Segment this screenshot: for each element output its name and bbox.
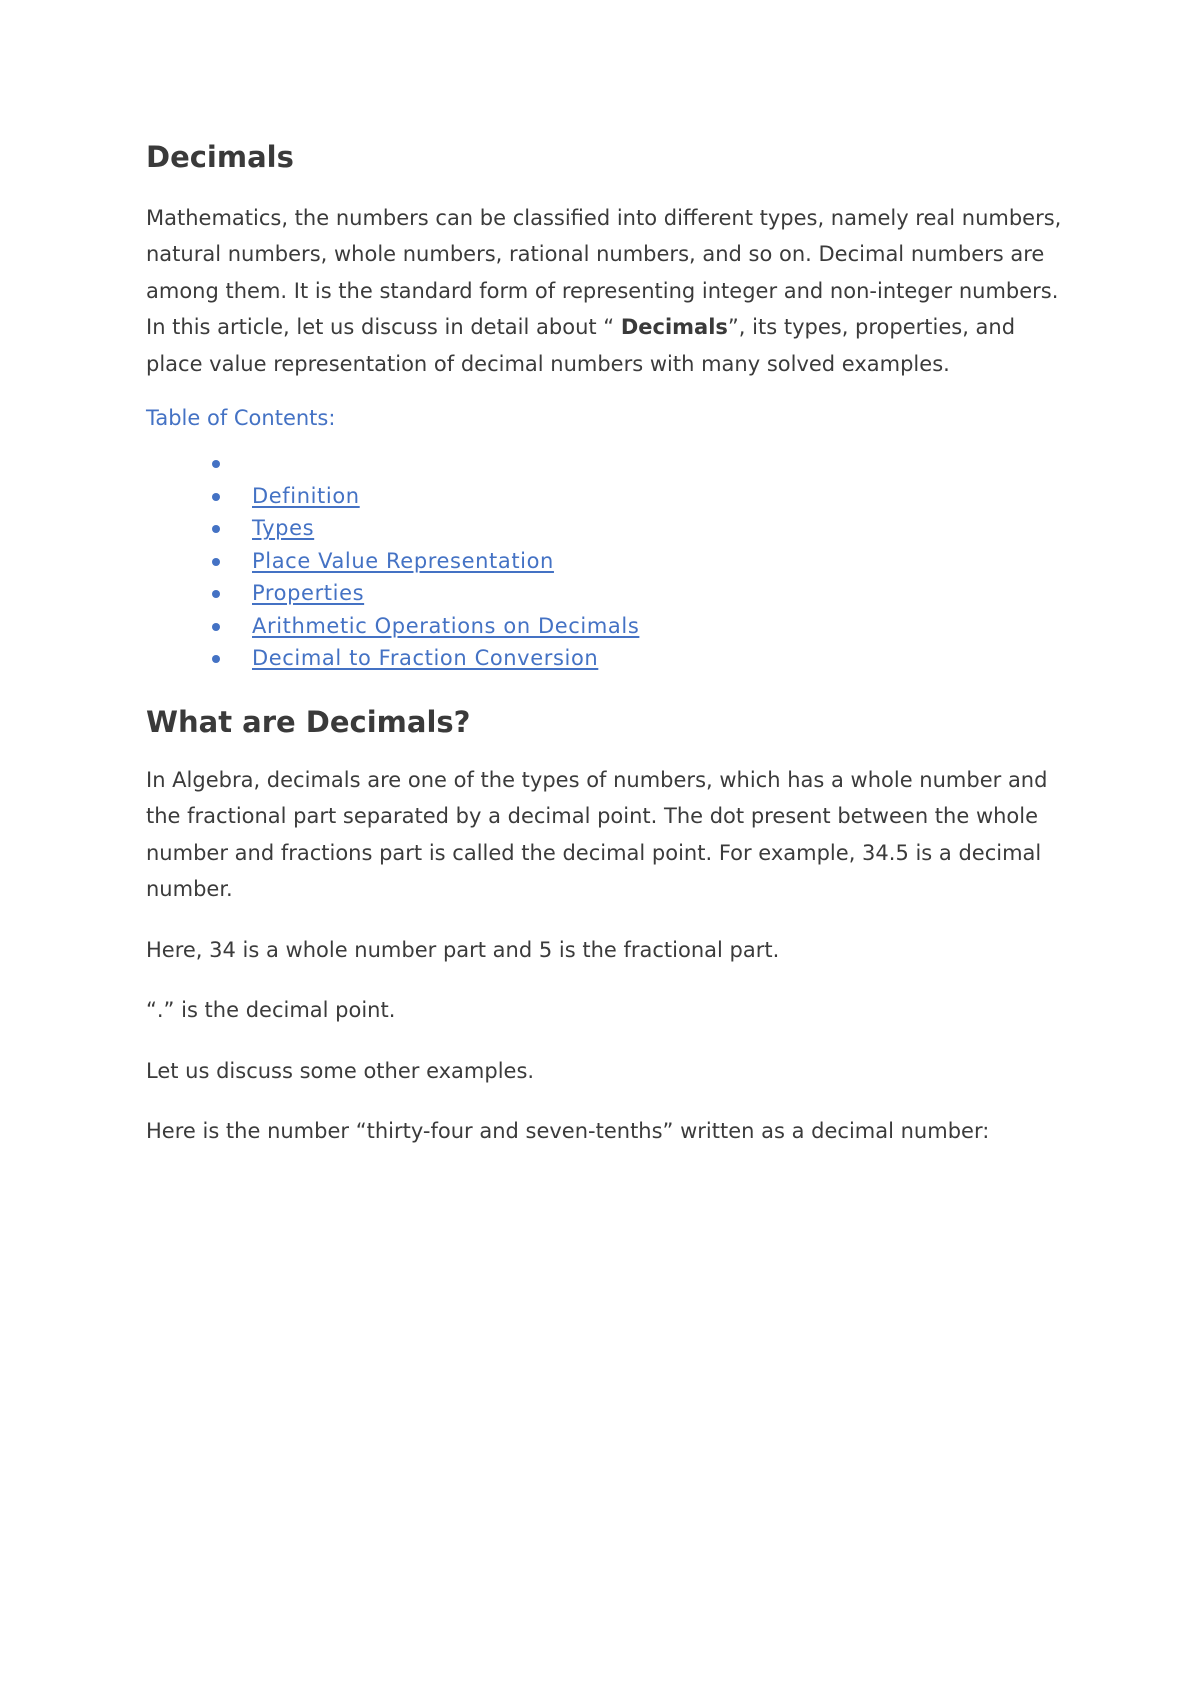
intro-text-start: Mathematics, the numbers can be classified into different types, namely real numbers, natural numbers, whole numbers, rational numbers, and so on. Decimal numbers are among them. It is the standard form of representing integer and non-integer numbers. In this article, let us discuss in detail about “ [146, 205, 1062, 340]
section-paragraph: Let us discuss some other examples. [146, 1058, 535, 1083]
bullet-icon [212, 623, 220, 631]
toc-item [252, 512, 1076, 545]
intro-paragraph [146, 200, 1076, 383]
section-paragraph: Here, 34 is a whole number part and 5 is the fractional part. [146, 937, 780, 962]
table-of-contents [146, 447, 1076, 675]
toc-item [252, 610, 1076, 643]
toc-item [252, 642, 1076, 675]
toc-link-arithmetic[interactable]: Arithmetic Operations on Decimals [252, 613, 640, 638]
toc-item [252, 447, 1076, 480]
toc-title: Table of Contents: [146, 406, 336, 431]
intro-text-end: ”, its types, properties, and place value representation of decimal numbers with many solved examples. [146, 315, 1016, 376]
bullet-icon [212, 460, 220, 468]
document-page [146, 140, 1076, 1150]
bullet-icon [212, 525, 220, 533]
toc-link-definition[interactable]: Definition [252, 483, 360, 508]
section-paragraph: Here is the number “thirty-four and seven-tenths” written as a decimal number: [146, 1119, 990, 1144]
bullet-icon [212, 558, 220, 566]
bullet-icon [212, 493, 220, 501]
toc-link-properties[interactable]: Properties [252, 581, 365, 606]
toc-link-place-value[interactable]: Place Value Representation [252, 548, 554, 573]
toc-item [252, 480, 1076, 513]
section-heading: What are Decimals? [146, 704, 471, 739]
toc-link-types[interactable]: Types [252, 516, 315, 541]
page-title: Decimals [146, 140, 294, 174]
bullet-icon [212, 590, 220, 598]
section-paragraph: “.” is the decimal point. [146, 998, 396, 1023]
section-paragraph: In Algebra, decimals are one of the types of numbers, which has a whole number and the fractional part separated by a decimal point. The dot present between the whole number and fractions part is called the decimal point. For example, 34.5 is a decimal number. [146, 767, 1048, 902]
toc-item [252, 545, 1076, 578]
bullet-icon [212, 655, 220, 663]
intro-bold-term: Decimals [620, 315, 728, 340]
toc-item [252, 577, 1076, 610]
toc-link-conversion[interactable]: Decimal to Fraction Conversion [252, 646, 599, 671]
